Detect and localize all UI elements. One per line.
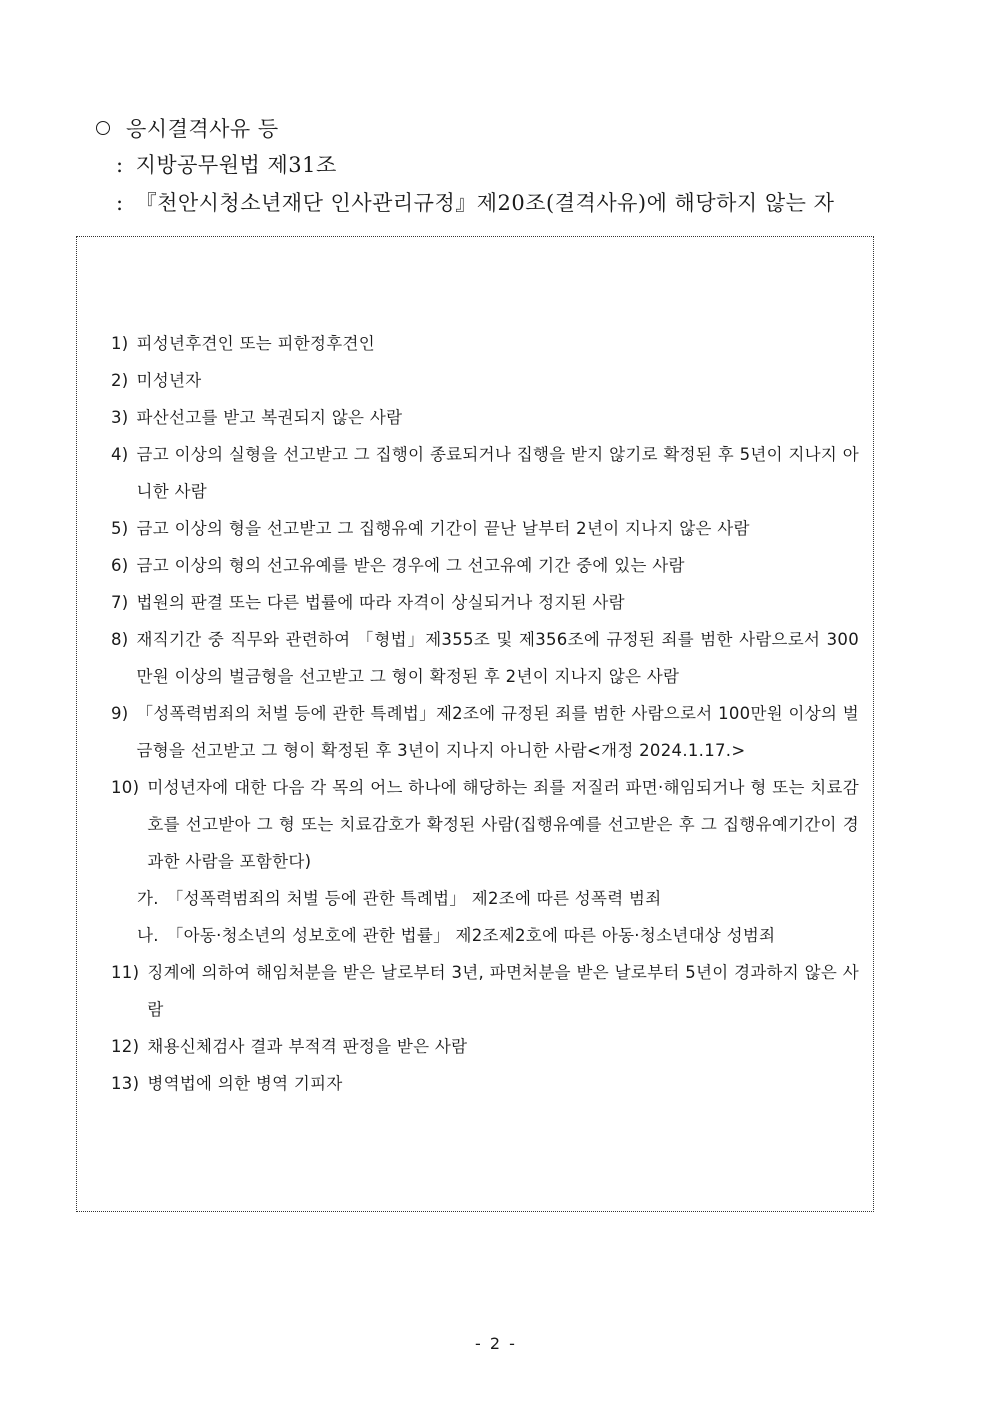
item-text: 피성년후견인 또는 피한정후견인 — [136, 334, 375, 353]
list-item — [111, 769, 859, 880]
item-number: 9) — [111, 704, 129, 723]
item-text: 채용신체검사 결과 부적격 판정을 받은 사람 — [147, 1037, 468, 1056]
list-item — [111, 547, 859, 584]
item-number: 13) — [111, 1074, 140, 1093]
item-text: 미성년자 — [136, 371, 202, 390]
section-heading — [96, 114, 279, 144]
sub-list-item — [111, 917, 859, 954]
circle-bullet-icon — [96, 121, 110, 135]
colon-marker: : — [116, 191, 124, 215]
disqualification-box — [76, 236, 874, 1212]
regulation-reference-line — [116, 188, 834, 218]
list-item — [111, 399, 859, 436]
sub-item-marker: 나. — [137, 926, 159, 945]
list-item — [111, 325, 859, 362]
list-item — [111, 362, 859, 399]
sub-item-marker: 가. — [137, 889, 159, 908]
item-number: 3) — [111, 408, 129, 427]
disqualification-list — [111, 325, 859, 1102]
item-number: 12) — [111, 1037, 140, 1056]
item-number: 8) — [111, 630, 129, 649]
item-text: 미성년자에 대한 다음 각 목의 어느 하나에 해당하는 죄를 저질러 파면·해임되거나 형 또는 치료감호를 선고받아 그 형 또는 치료감호가 확정된 사람(집행유예를 선고받은 후 그 집행유예기간이 경과한 사람을 포함한다) — [147, 778, 859, 871]
item-number: 6) — [111, 556, 129, 575]
law-reference: 지방공무원법 제31조 — [135, 153, 337, 177]
item-text: 재직기간 중 직무와 관련하여 「형법」제355조 및 제356조에 규정된 죄를 범한 사람으로서 300만원 이상의 벌금형을 선고받고 그 형이 확정된 후 2년이 지나지 않은 사람 — [136, 630, 859, 686]
list-item — [111, 621, 859, 695]
list-item — [111, 1028, 859, 1065]
item-text: 징계에 의하여 해임처분을 받은 날로부터 3년, 파면처분을 받은 날로부터 5년이 경과하지 않은 사람 — [147, 963, 859, 1019]
item-text: 금고 이상의 형을 선고받고 그 집행유예 기간이 끝난 날부터 2년이 지나지 않은 사람 — [136, 519, 750, 538]
item-number: 10) — [111, 778, 140, 797]
section-title: 응시결격사유 등 — [126, 117, 279, 141]
item-text: 「성폭력범죄의 처벌 등에 관한 특례법」제2조에 규정된 죄를 범한 사람으로서 100만원 이상의 벌금형을 선고받고 그 형이 확정된 후 3년이 지나지 아니한 사람<개정 2024.1.17.> — [136, 704, 859, 760]
item-text: 금고 이상의 실형을 선고받고 그 집행이 종료되거나 집행을 받지 않기로 확정된 후 5년이 지나지 아니한 사람 — [136, 445, 859, 501]
list-item — [111, 954, 859, 1028]
item-text: 병역법에 의한 병역 기피자 — [147, 1074, 343, 1093]
item-text: 파산선고를 받고 복권되지 않은 사람 — [136, 408, 403, 427]
list-item — [111, 695, 859, 769]
item-number: 11) — [111, 963, 140, 982]
sub-item-text: 「아동·청소년의 성보호에 관한 법률」 제2조제2호에 따른 아동·청소년대상 성범죄 — [166, 926, 776, 945]
list-item — [111, 1065, 859, 1102]
regulation-reference: 『천안시청소년재단 인사관리규정』제20조(결격사유)에 해당하지 않는 자 — [135, 191, 835, 215]
list-item — [111, 436, 859, 510]
item-number: 7) — [111, 593, 129, 612]
item-number: 4) — [111, 445, 129, 464]
sub-list-item — [111, 880, 859, 917]
law-reference-line — [116, 150, 337, 180]
sub-item-text: 「성폭력범죄의 처벌 등에 관한 특례법」 제2조에 따른 성폭력 범죄 — [166, 889, 662, 908]
colon-marker: : — [116, 153, 124, 177]
item-number: 2) — [111, 371, 129, 390]
list-item — [111, 510, 859, 547]
item-number: 1) — [111, 334, 129, 353]
item-text: 법원의 판결 또는 다른 법률에 따라 자격이 상실되거나 정지된 사람 — [136, 593, 625, 612]
page-number: - 2 - — [475, 1334, 517, 1353]
list-item — [111, 584, 859, 621]
item-number: 5) — [111, 519, 129, 538]
item-text: 금고 이상의 형의 선고유예를 받은 경우에 그 선고유예 기간 중에 있는 사람 — [136, 556, 685, 575]
